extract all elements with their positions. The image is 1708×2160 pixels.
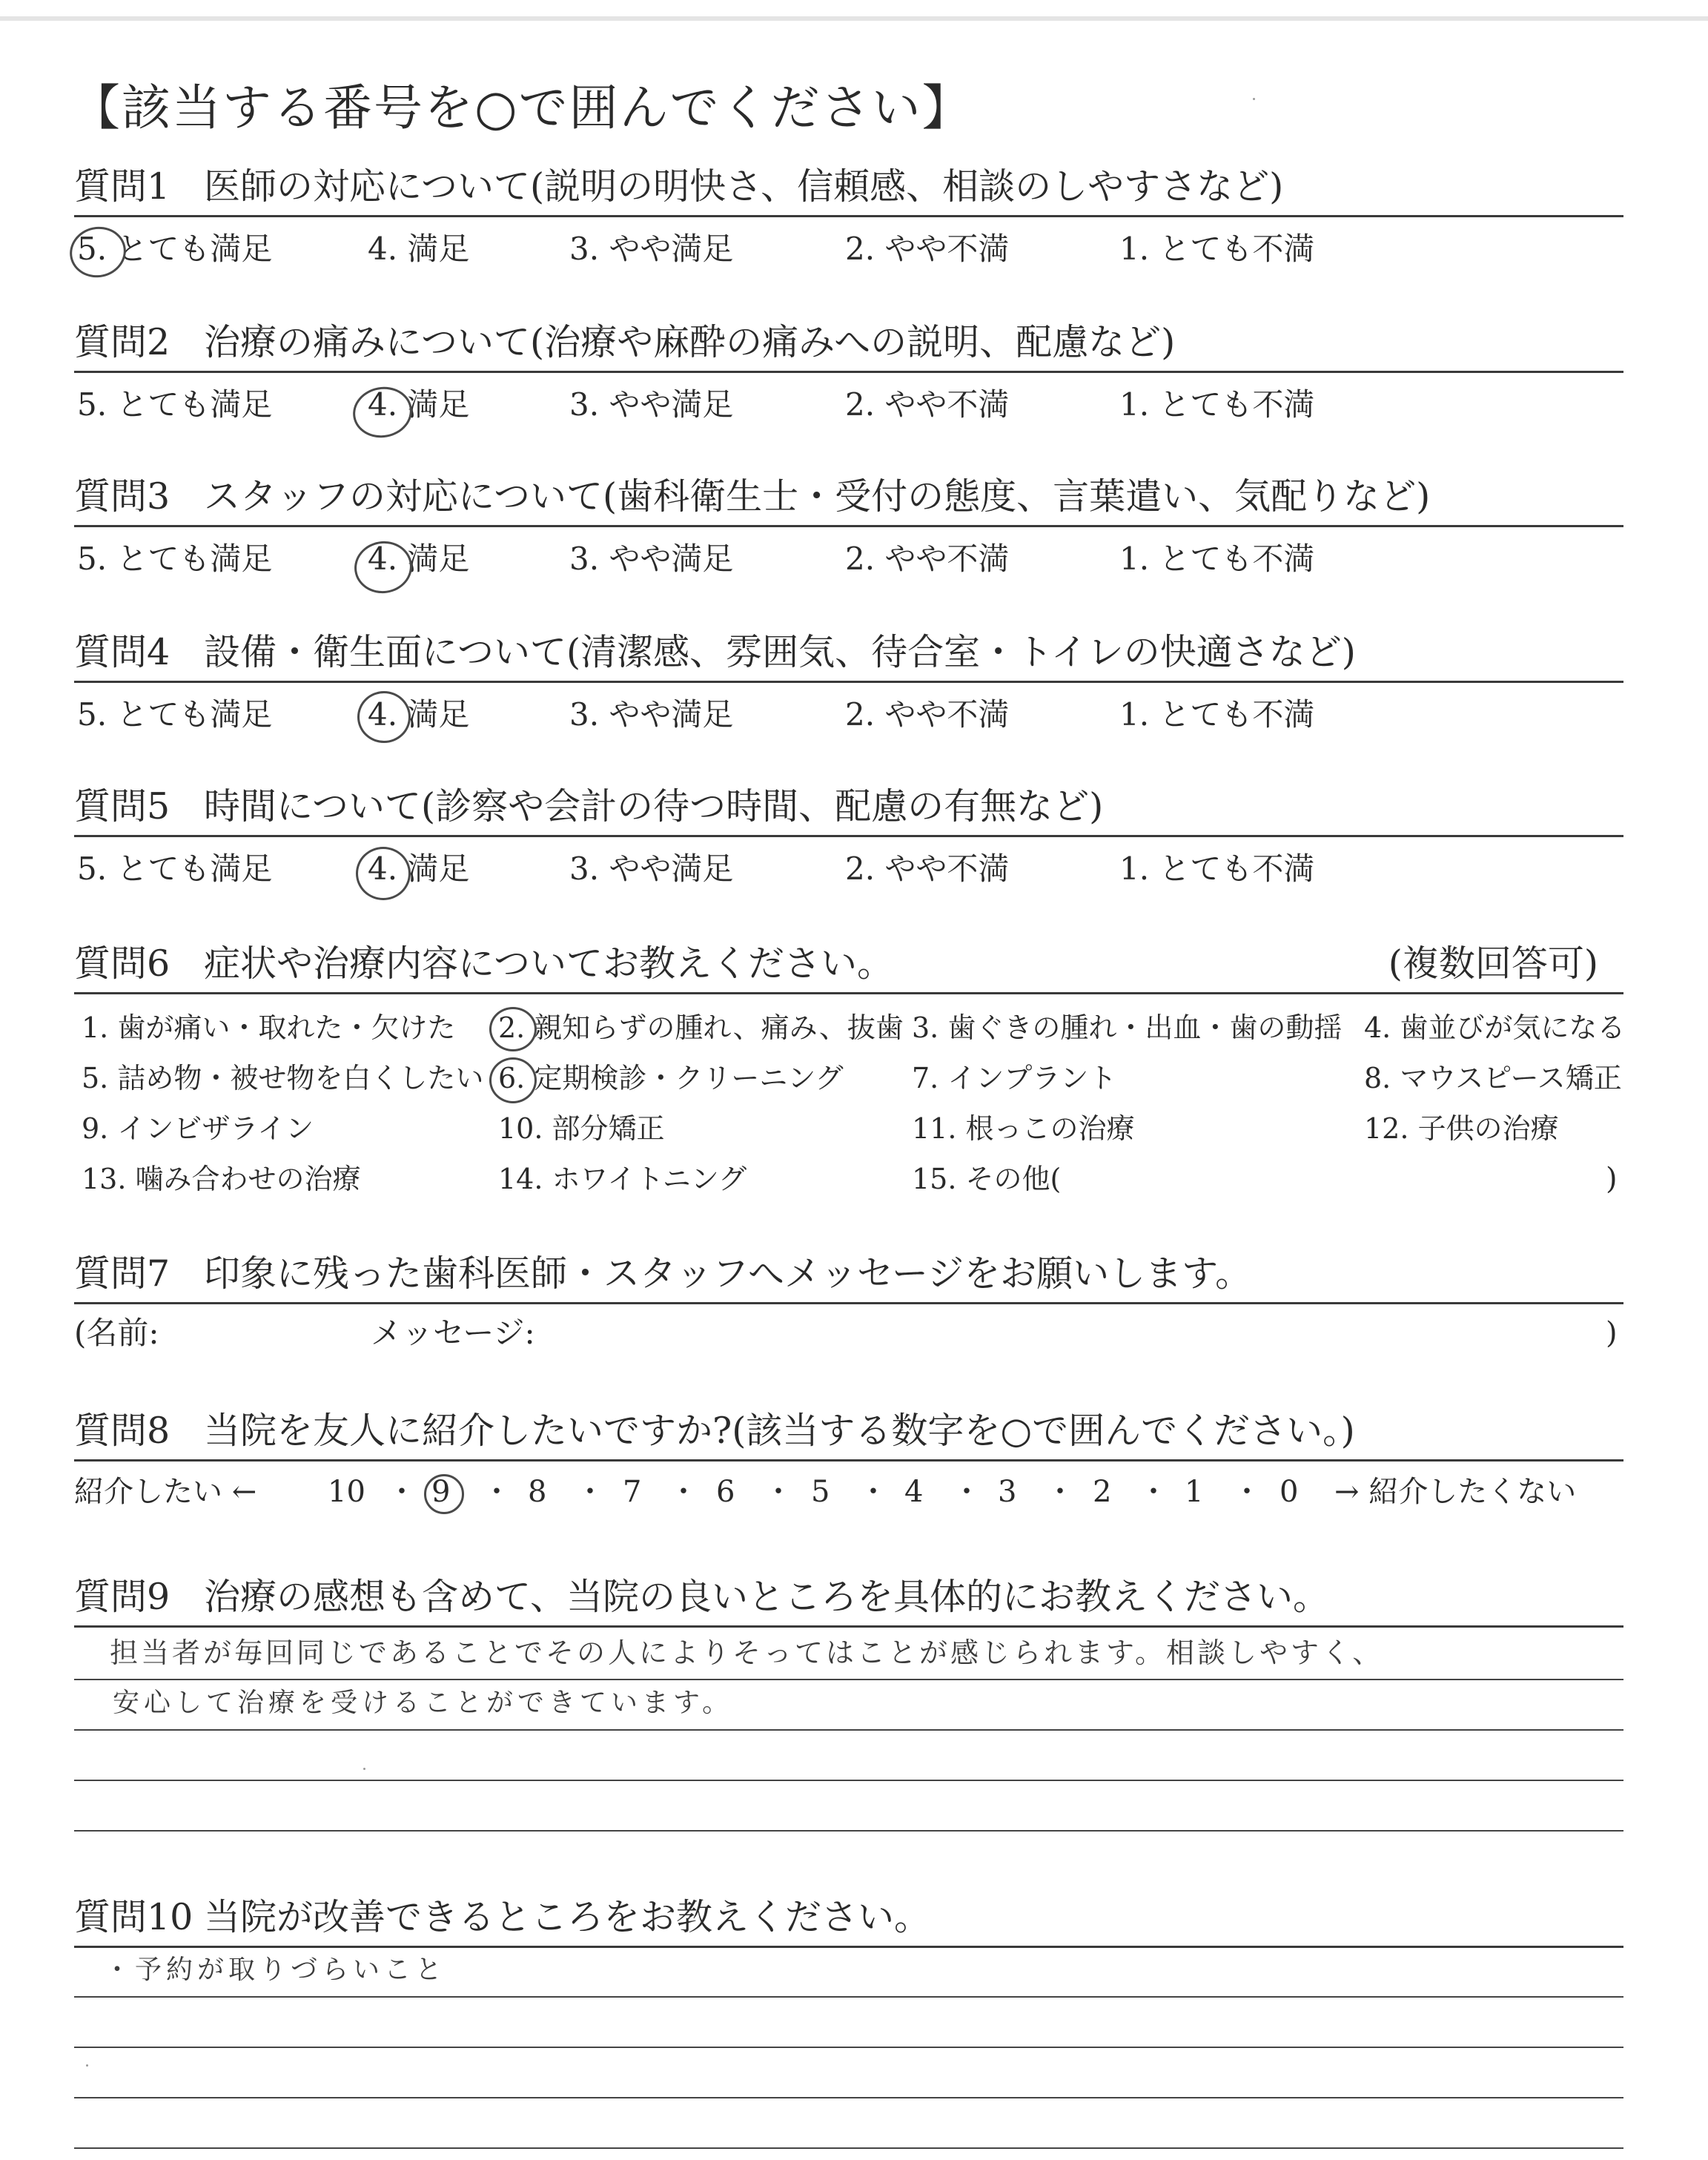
question-text: 当院が改善できるところをお教えください。 xyxy=(204,1896,931,1938)
option-3[interactable]: 3. やや満足 xyxy=(569,696,734,733)
other-close-paren: ) xyxy=(1606,1162,1618,1196)
option-5[interactable]: 5. とても満足 xyxy=(77,386,273,423)
question-number: 質問3 xyxy=(74,475,171,518)
writing-line xyxy=(74,1729,1623,1731)
title-rule xyxy=(74,681,1623,683)
answer-circle xyxy=(424,1474,464,1514)
option-3[interactable]: 3. やや満足 xyxy=(569,231,734,267)
name-label: (名前: xyxy=(74,1315,159,1351)
option-1[interactable]: 1. とても不満 xyxy=(1119,541,1315,577)
writing-line xyxy=(74,1996,1623,1998)
scale-value-0[interactable]: 0 xyxy=(1280,1475,1299,1509)
writing-line xyxy=(74,2147,1623,2149)
option-1[interactable]: 1. とても不満 xyxy=(1119,851,1315,887)
symptom-option-15[interactable]: 15. その他( xyxy=(912,1163,1062,1195)
symptom-option-10[interactable]: 10. 部分矯正 xyxy=(498,1112,665,1145)
writing-line xyxy=(74,1830,1623,1832)
question-number: 質問1 xyxy=(74,165,171,208)
option-5[interactable]: 5. とても満足 xyxy=(77,851,273,887)
option-2[interactable]: 2. やや不満 xyxy=(845,851,1010,887)
scale-dot: ・ xyxy=(387,1475,417,1509)
symptom-option-6[interactable]: 6. 定期検診・クリーニング xyxy=(498,1062,844,1094)
scale-dot: ・ xyxy=(1232,1475,1262,1509)
scan-speck xyxy=(86,2064,88,2067)
scale-dot: ・ xyxy=(858,1475,888,1509)
symptom-option-9[interactable]: 9. インビザライン xyxy=(82,1112,314,1145)
question-title xyxy=(74,1252,1251,1296)
multiple-answer-note: (複数回答可) xyxy=(1388,942,1598,985)
question-text: スタッフの対応について(歯科衛生士・受付の態度、言葉遣い、気配りなど) xyxy=(204,475,1431,518)
title-rule xyxy=(74,525,1623,527)
scale-value-1[interactable]: 1 xyxy=(1185,1475,1204,1509)
symptom-option-13[interactable]: 13. 噛み合わせの治療 xyxy=(82,1163,361,1195)
option-2[interactable]: 2. やや不満 xyxy=(845,541,1010,577)
answer-circle xyxy=(489,1007,537,1051)
symptom-option-8[interactable]: 8. マウスピース矯正 xyxy=(1364,1062,1622,1094)
option-4[interactable]: 4. 満足 xyxy=(368,541,470,577)
scan-speck xyxy=(363,1768,365,1770)
writing-line xyxy=(74,1679,1623,1680)
scale-value-3[interactable]: 3 xyxy=(998,1475,1017,1509)
option-1[interactable]: 1. とても不満 xyxy=(1119,696,1315,733)
title-rule xyxy=(74,215,1623,217)
question-number: 質問10 xyxy=(74,1896,193,1938)
question-text: 時間について(診察や会計の待つ時間、配慮の有無など) xyxy=(204,785,1104,828)
question-title xyxy=(74,165,1283,209)
question-title xyxy=(74,942,893,986)
scale-dot: ・ xyxy=(482,1475,512,1509)
question-title xyxy=(74,1895,930,1940)
message-label: メッセージ: xyxy=(371,1315,535,1351)
option-2[interactable]: 2. やや不満 xyxy=(845,696,1010,733)
writing-line xyxy=(74,2047,1623,2048)
title-rule xyxy=(74,1459,1623,1462)
scale-right-label: → 紹介したくない xyxy=(1334,1475,1577,1509)
answer-circle xyxy=(356,847,411,900)
scale-value-6[interactable]: 6 xyxy=(716,1475,735,1509)
scan-speck xyxy=(1253,98,1255,100)
option-2[interactable]: 2. やや不満 xyxy=(845,231,1010,267)
scale-dot: ・ xyxy=(669,1475,698,1509)
writing-line xyxy=(74,1780,1623,1781)
scale-dot: ・ xyxy=(575,1475,605,1509)
scale-value-8[interactable]: 8 xyxy=(528,1475,547,1509)
option-4[interactable]: 4. 満足 xyxy=(368,696,470,733)
option-1[interactable]: 1. とても不満 xyxy=(1119,231,1315,267)
title-rule xyxy=(74,1625,1623,1628)
symptom-option-1[interactable]: 1. 歯が痛い・取れた・欠けた xyxy=(82,1011,456,1044)
scale-value-2[interactable]: 2 xyxy=(1093,1475,1112,1509)
option-3[interactable]: 3. やや満足 xyxy=(569,851,734,887)
title-rule xyxy=(74,1946,1623,1948)
handwritten-answer-line-1: 担当者が毎回同じであることでその人によりそってはことが感じられます。相談しやすく、 xyxy=(110,1636,1384,1669)
scan-top-edge xyxy=(0,16,1708,21)
question-number: 質問2 xyxy=(74,321,171,363)
symptom-option-2[interactable]: 2. 親知らずの腫れ、痛み、抜歯 xyxy=(498,1011,904,1044)
symptom-option-7[interactable]: 7. インプラント xyxy=(912,1062,1117,1094)
scale-left-label: 紹介したい ← xyxy=(74,1475,257,1509)
option-5[interactable]: 5. とても満足 xyxy=(77,541,273,577)
answer-circle xyxy=(489,1057,537,1103)
scale-dot: ・ xyxy=(952,1475,982,1509)
question-number: 質問7 xyxy=(74,1252,171,1295)
symptom-option-4[interactable]: 4. 歯並びが気になる xyxy=(1364,1011,1626,1044)
question-text: 設備・衛生面について(清潔感、雰囲気、待合室・トイレの快適さなど) xyxy=(204,631,1356,673)
option-4[interactable]: 4. 満足 xyxy=(368,851,470,887)
option-3[interactable]: 3. やや満足 xyxy=(569,386,734,423)
scale-value-7[interactable]: 7 xyxy=(623,1475,642,1509)
question-title xyxy=(74,1575,1329,1619)
scale-value-9[interactable]: 9 xyxy=(431,1475,451,1509)
question-text: 医師の対応について(説明の明快さ、信頼感、相談のしやすさなど) xyxy=(204,165,1284,208)
message-close-paren: ) xyxy=(1606,1316,1618,1350)
scale-value-10[interactable]: 10 xyxy=(328,1475,365,1509)
question-title xyxy=(74,630,1356,675)
question-title xyxy=(74,475,1430,519)
option-4[interactable]: 4. 満足 xyxy=(368,231,470,267)
question-title xyxy=(74,785,1103,829)
question-text: 印象に残った歯科医師・スタッフへメッセージをお願いします。 xyxy=(204,1252,1252,1295)
question-number: 質問8 xyxy=(74,1410,171,1452)
symptom-option-5[interactable]: 5. 詰め物・被せ物を白くしたい xyxy=(82,1062,484,1094)
title-rule xyxy=(74,371,1623,373)
symptom-option-11[interactable]: 11. 根っこの治療 xyxy=(912,1112,1135,1145)
question-number: 質問9 xyxy=(74,1576,171,1618)
question-number: 質問5 xyxy=(74,785,171,828)
scale-dot: ・ xyxy=(1139,1475,1168,1509)
scale-dot: ・ xyxy=(764,1475,793,1509)
symptom-option-12[interactable]: 12. 子供の治療 xyxy=(1364,1112,1559,1145)
title-rule xyxy=(74,835,1623,837)
option-4[interactable]: 4. 満足 xyxy=(368,386,470,423)
scale-value-4[interactable]: 4 xyxy=(904,1475,924,1509)
option-3[interactable]: 3. やや満足 xyxy=(569,541,734,577)
answer-circle xyxy=(357,691,411,743)
option-5[interactable]: 5. とても満足 xyxy=(77,696,273,733)
title-rule xyxy=(74,1302,1623,1304)
symptom-option-3[interactable]: 3. 歯ぐきの腫れ・出血・歯の動揺 xyxy=(912,1011,1343,1044)
question-text: 治療の感想も含めて、当院の良いところを具体的にお教えください。 xyxy=(204,1576,1330,1618)
symptom-option-14[interactable]: 14. ホワイトニング xyxy=(498,1163,747,1195)
question-title xyxy=(74,1409,1355,1453)
form-header: 【該当する番号を○で囲んでください】 xyxy=(71,79,973,136)
question-title xyxy=(74,320,1175,365)
scale-value-5[interactable]: 5 xyxy=(811,1475,830,1509)
title-rule xyxy=(74,992,1623,994)
scale-dot: ・ xyxy=(1045,1475,1075,1509)
writing-line xyxy=(74,2097,1623,2098)
handwritten-answer-line-1: ・予約が取りづらいこと xyxy=(104,1955,447,1985)
option-5[interactable]: 5. とても満足 xyxy=(77,231,273,267)
question-number: 質問4 xyxy=(74,631,171,673)
question-text: 当院を友人に紹介したいですか?(該当する数字を○で囲んでください。) xyxy=(204,1410,1355,1452)
handwritten-answer-line-2: 安心して治療を受けることができています。 xyxy=(113,1688,734,1718)
question-number: 質問6 xyxy=(74,942,171,985)
question-text: 治療の痛みについて(治療や麻酔の痛みへの説明、配慮など) xyxy=(204,321,1176,363)
option-1[interactable]: 1. とても不満 xyxy=(1119,386,1315,423)
option-2[interactable]: 2. やや不満 xyxy=(845,386,1010,423)
question-text: 症状や治療内容についてお教えください。 xyxy=(204,942,894,985)
